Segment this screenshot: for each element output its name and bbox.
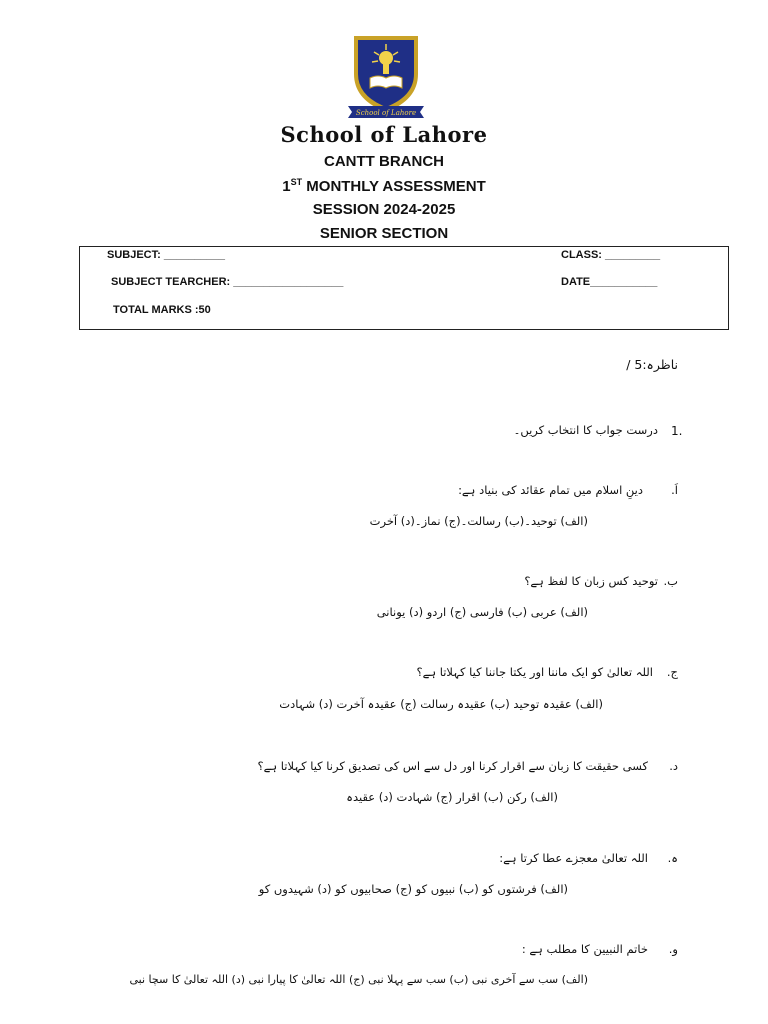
assessment-title: 1ST MONTHLY ASSESSMENT <box>282 177 486 195</box>
date-field[interactable]: DATE___________ <box>561 276 658 288</box>
question-options: (الف) عربی (ب) فارسی (ج) اردو (د) یونانی <box>376 605 588 619</box>
marks-label: ناظرہ:5 / <box>626 357 678 372</box>
question-label: ب. <box>663 574 678 588</box>
question-text: خاتم النبیین کا مطلب ہے : <box>521 942 648 956</box>
question-options: (الف) سب سے آخری نبی (ب) سب سے پہلا نبی (ج) اللہ تعالیٰ کا پیارا نبی (د) اللہ تعالیٰ کا سچا نبی <box>129 973 588 986</box>
question-text: دینِ اسلام میں تمام عقائد کی بنیاد ہے: <box>458 483 643 497</box>
question-label: ج. <box>666 665 678 679</box>
question-text: اللہ تعالیٰ کو ایک ماننا اور یکتا جاننا کیا کہلاتا ہے؟ <box>416 665 653 679</box>
branch-name: CANTT BRANCH <box>324 153 444 170</box>
session-line: SESSION 2024-2025 <box>312 201 456 218</box>
question-label: ہ. <box>667 851 678 865</box>
teacher-field[interactable]: SUBJECT TEARCHER: __________________ <box>111 276 344 288</box>
question-options: (الف) رکن (ب) اقرار (ج) شہادت (د) عقیدہ <box>346 790 558 804</box>
instruction-number: 1. <box>671 424 683 438</box>
question-text: توحید کس زبان کا لفظ ہے؟ <box>524 574 658 588</box>
total-marks: TOTAL MARKS :50 <box>113 304 211 316</box>
question-options: (الف) عقیدہ توحید (ب) عقیدہ رسالت (ج) عقیدہ آخرت (د) شہادت <box>279 697 603 711</box>
question-label: اَ. <box>671 483 678 497</box>
question-text: اللہ تعالیٰ معجزے عطا کرتا ہے: <box>499 851 648 865</box>
school-name: School of Lahore <box>280 122 488 147</box>
class-field[interactable]: CLASS: _________ <box>561 249 661 261</box>
question-label: د. <box>669 759 678 773</box>
section-line: SENIOR SECTION <box>319 225 449 242</box>
subject-field[interactable]: SUBJECT: __________ <box>107 249 226 261</box>
question-options: (الف) فرشتوں کو (ب) نبیوں کو (ج) صحابیوں کو (د) شہیدوں کو <box>258 882 568 896</box>
question-label: و. <box>668 942 678 956</box>
question-text: کسی حقیقت کا زبان سے اقرار کرنا اور دل سے اس کی تصدیق کرنا کیا کہلاتا ہے؟ <box>257 759 648 773</box>
svg-text:School of Lahore: School of Lahore <box>355 109 417 117</box>
school-crest-logo <box>344 30 428 122</box>
question-options: (الف) توحید۔(ب) رسالت۔(ج) نماز۔(د) آخرت <box>369 514 588 528</box>
instruction-text: درست جواب کا انتخاب کریں۔ <box>513 423 658 437</box>
